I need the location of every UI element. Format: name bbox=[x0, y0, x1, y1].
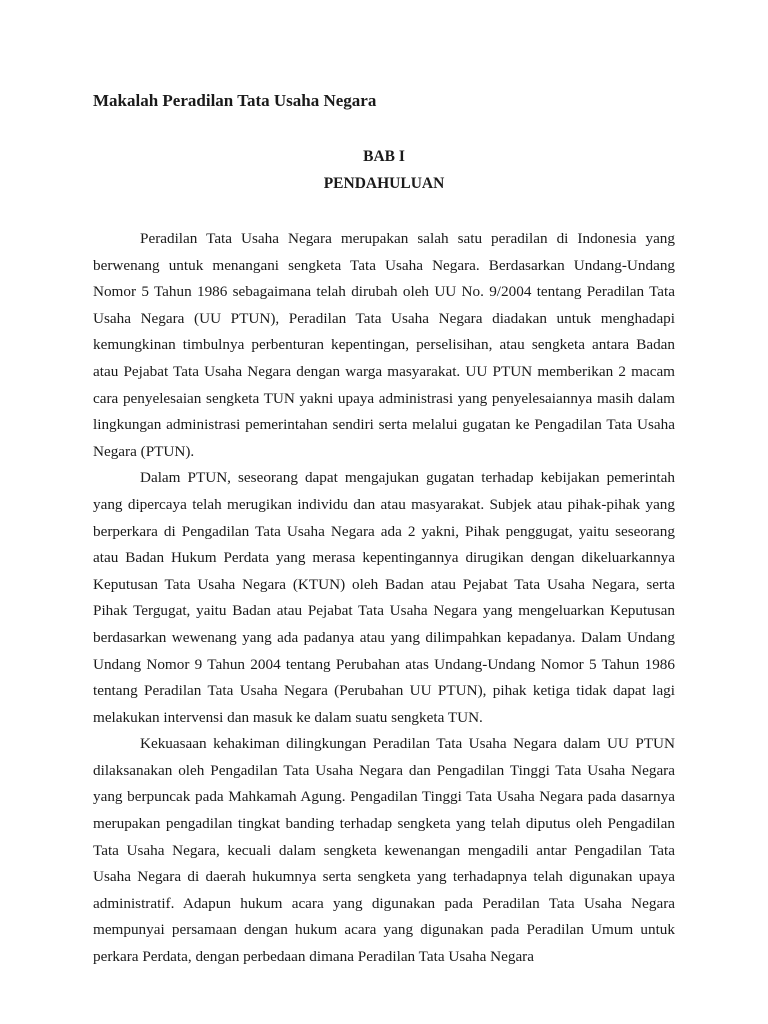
document-title: Makalah Peradilan Tata Usaha Negara bbox=[93, 91, 377, 110]
chapter-number: BAB I bbox=[363, 148, 405, 165]
paragraph-2: Dalam PTUN, seseorang dapat mengajukan gugatan terhadap kebijakan pemerintah yang dipercaya telah merugikan individu dan atau masyarakat. Subjek atau pihak-pihak yang berperkara di Pengadilan Tata Usaha Negara ada 2 yakni, Pihak penggugat, yaitu seseorang atau Badan Hukum Perdata yang merasa kepentingannya dirugikan dengan dikeluarkannya Keputusan Tata Usaha Negara (KTUN) oleh Badan atau Pejabat Tata Usaha Negara, serta Pihak Tergugat, yaitu Badan atau Pejabat Tata Usaha Negara yang mengeluarkan Keputusan berdasarkan wewenang yang ada padanya atau yang dilimpahkan kepadanya. Dalam Undang Undang Nomor 9 Tahun 2004 tentang Perubahan atas Undang-Undang Nomor 5 Tahun 1986 tentang Peradilan Tata Usaha Negara (Perubahan UU PTUN), pihak ketiga tidak dapat lagi melakukan intervensi dan masuk ke dalam suatu sengketa TUN. bbox=[93, 469, 675, 726]
paragraph-1: Peradilan Tata Usaha Negara merupakan salah satu peradilan di Indonesia yang berwenang untuk menangani sengketa Tata Usaha Negara. Berdasarkan Undang-Undang Nomor 5 Tahun 1986 sebagaimana telah dirubah oleh UU No. 9/2004 tentang Peradilan Tata Usaha Negara (UU PTUN), Peradilan Tata Usaha Negara diadakan untuk menghadapi kemungkinan timbulnya perbenturan kepentingan, perselisihan, atau sengketa antara Badan atau Pejabat Tata Usaha Negara dengan warga masyarakat. UU PTUN memberikan 2 macam cara penyelesaian sengketa TUN yakni upaya administrasi yang penyelesaiannya masih dalam lingkungan administrasi pemerintahan sendiri serta melalui gugatan ke Pengadilan Tata Usaha Negara (PTUN). bbox=[93, 230, 675, 460]
document-body bbox=[93, 226, 675, 971]
paragraph-3: Kekuasaan kehakiman dilingkungan Peradilan Tata Usaha Negara dalam UU PTUN dilaksanakan oleh Pengadilan Tata Usaha Negara dan Pengadilan Tinggi Tata Usaha Negara yang berpuncak pada Mahkamah Agung. Pengadilan Tinggi Tata Usaha Negara pada dasarnya merupakan pengadilan tingkat banding terhadap sengketa yang telah diputus oleh Pengadilan Tata Usaha Negara, kecuali dalam sengketa kewenangan mengadili antar Pengadilan Tata Usaha Negara di daerah hukumnya serta sengketa yang terhadapnya telah digunakan upaya administratif. Adapun hukum acara yang digunakan pada Peradilan Tata Usaha Negara mempunyai persamaan dengan hukum acara yang digunakan pada Peradilan Umum untuk perkara Perdata, dengan perbedaan dimana Peradilan Tata Usaha Negara bbox=[93, 735, 675, 966]
chapter-title: PENDAHULUAN bbox=[323, 175, 445, 192]
